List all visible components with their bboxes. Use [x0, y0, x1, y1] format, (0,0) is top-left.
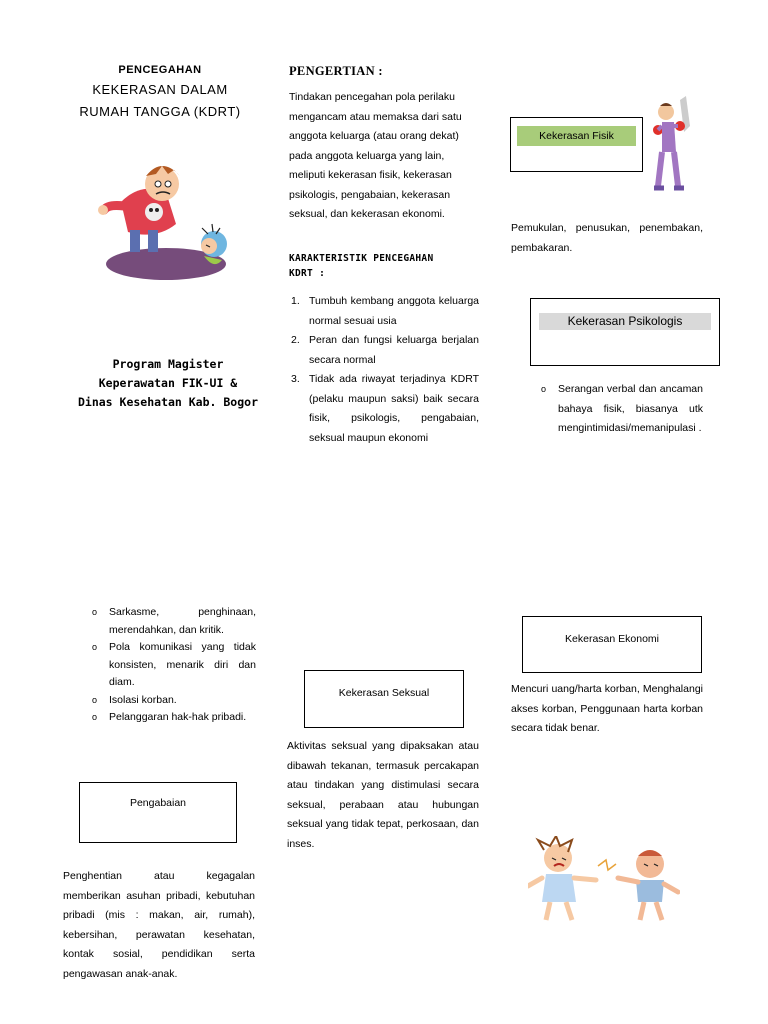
- psikologis-cont-list: [92, 604, 256, 727]
- fighting-kids-image: [528, 836, 680, 922]
- pengabaian-label: Pengabaian: [129, 797, 187, 809]
- program-line2: Keperawatan FIK-UI &: [98, 376, 238, 390]
- pengertian-body: Tindakan pencegahan pola perilaku mengancam atau memaksa dari satu anggota keluarga (atau orang dekat) pada anggota keluarga yang lain, meliputi kekerasan fisik, kekerasan psikologis, pengabaian, kekerasan seksual, dan kekerasan ekonomi.: [289, 91, 462, 220]
- list-item: 3. Tidak ada riwayat terjadinya KDRT (pelaku maupun saksi) baik secara fisik, psikologis, pengabaian, seksual maupun ekonomi: [291, 373, 479, 444]
- pengabaian-description: Penghentian atau kegagalan memberikan asuhan pribadi, kebutuhan pribadi (mis : makan, air, rumah), kebersihan, perawatan kesehatan, kontak sosial, pendidikan serta pengawasan anak-anak.: [63, 870, 255, 980]
- karakteristik-list: [289, 292, 479, 448]
- main-title-line1: KEKERASAN DALAM: [92, 82, 228, 97]
- list-item: o Sarkasme, penghinaan, merendahkan, dan kritik.: [92, 606, 256, 636]
- pengertian-heading: PENGERTIAN :: [289, 64, 383, 78]
- kekerasan-ekonomi-label: Kekerasan Ekonomi: [565, 633, 659, 645]
- list-item: o Pelanggaran hak-hak pribadi.: [92, 711, 247, 723]
- seksual-description: Aktivitas seksual yang dipaksakan atau dibawah tekanan, termasuk percakapan atau tindakan yang distimulasi secara seksual, perabaan atau hubungan seksual yang tidak tepat, perkosaan, dan inses.: [287, 740, 479, 850]
- list-item: o Pola komunikasi yang tidak konsisten, menarik diri dan diam.: [92, 641, 256, 688]
- main-title-line2: RUMAH TANGGA (KDRT): [79, 104, 241, 119]
- fisik-description: Pemukulan, penusukan, penembakan, pembakaran.: [511, 222, 703, 254]
- kekerasan-ekonomi-box: [522, 616, 702, 673]
- pre-title: PENCEGAHAN: [118, 64, 202, 76]
- bully-cartoon-image: [96, 162, 236, 284]
- list-item: 1. Tumbuh kembang anggota keluarga normal sesuai usia: [291, 295, 479, 327]
- list-item: o Isolasi korban.: [92, 693, 177, 706]
- list-item: o Serangan verbal dan ancaman bahaya fisik, biasanya utk mengintimidasi/memanipulasi .: [541, 383, 703, 434]
- psikologis-list: [541, 380, 703, 439]
- kekerasan-fisik-box: [510, 117, 643, 172]
- list-item: 2. Peran dan fungsi keluarga berjalan secara normal: [291, 334, 479, 366]
- karakteristik-heading-line2: KDRT :: [289, 268, 326, 279]
- pengabaian-box: [79, 782, 237, 843]
- kekerasan-fisik-label: Kekerasan Fisik: [517, 126, 636, 146]
- kekerasan-psikologis-label: Kekerasan Psikologis: [539, 313, 711, 330]
- karakteristik-heading-line1: KARAKTERISTIK PENCEGAHAN: [289, 253, 434, 264]
- kekerasan-seksual-label: Kekerasan Seksual: [338, 687, 430, 699]
- program-line1: Program Magister: [112, 357, 224, 371]
- program-line3: Dinas Kesehatan Kab. Bogor: [77, 395, 258, 409]
- ekonomi-description: Mencuri uang/harta korban, Menghalangi akses korban, Penggunaan harta korban secara tidak benar.: [511, 683, 703, 734]
- boxer-image: [650, 96, 696, 196]
- kekerasan-psikologis-box: [530, 298, 720, 366]
- kekerasan-seksual-box: [304, 670, 464, 728]
